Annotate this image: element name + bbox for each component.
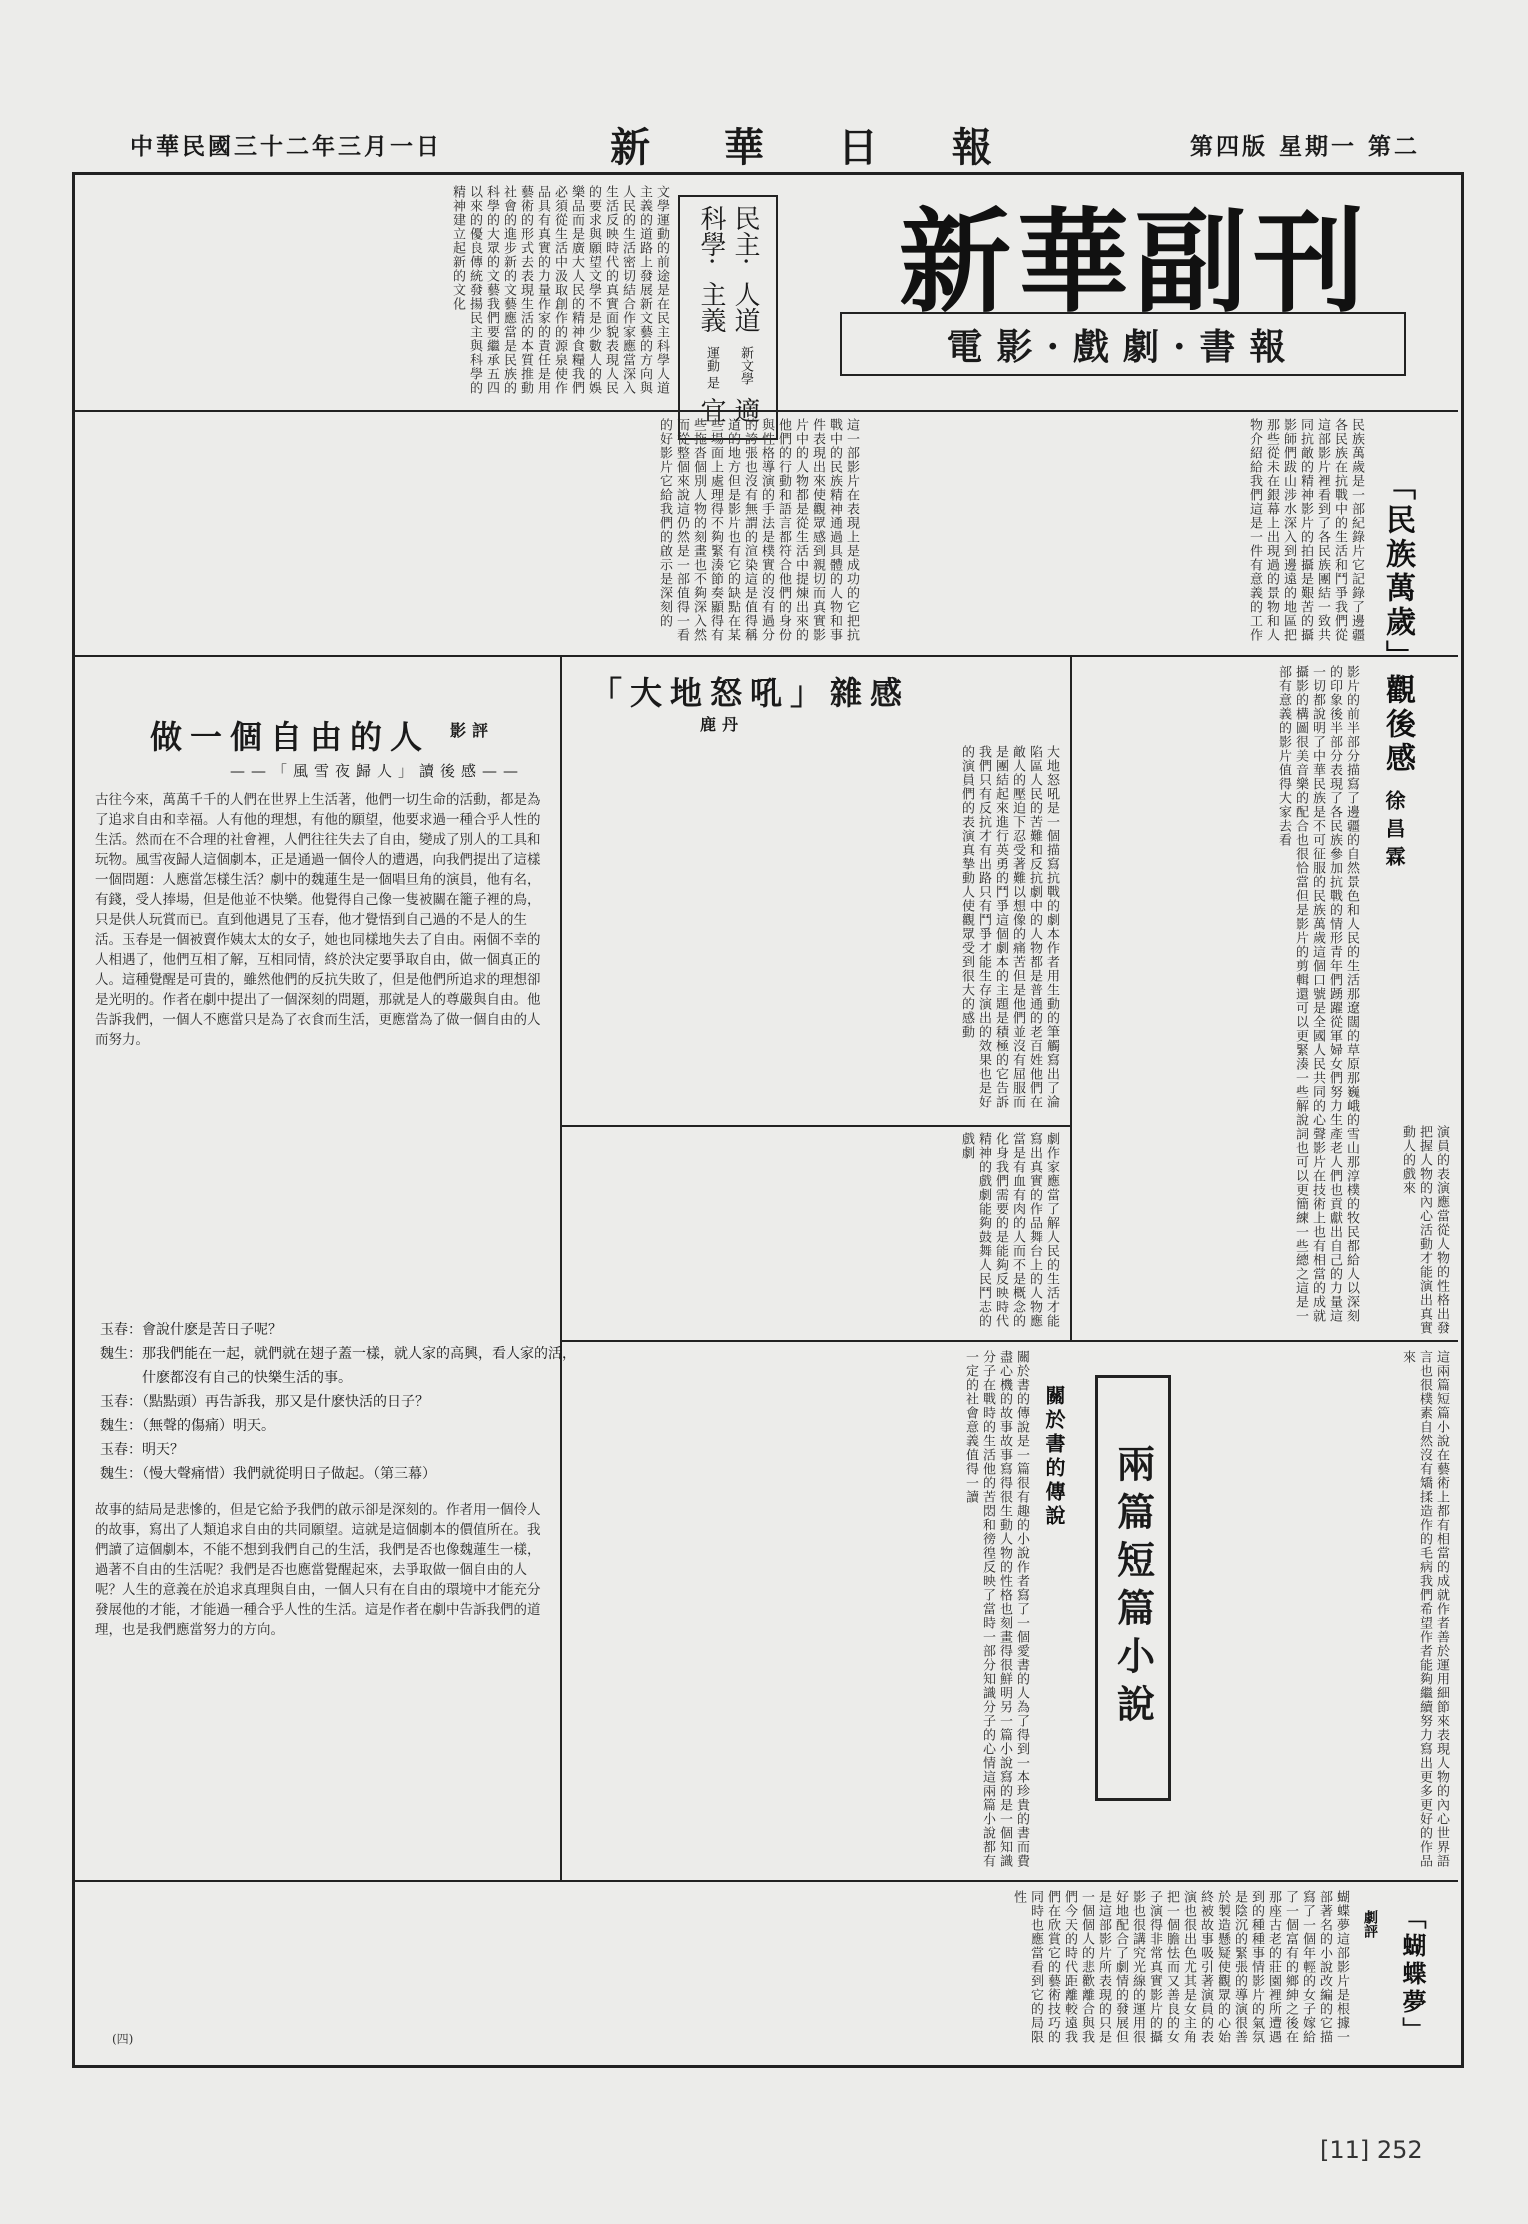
motto-line-4: 適宜 [696,397,760,424]
article-1-title: 「民族萬歲」觀後感 [1380,470,1415,776]
article-4-body-right: 這兩篇短篇小說在藝術上都有相當的成就作者善於運用細節來表現人物的內心世界語言也很樸素自然沒有矯揉造作的毛病我們希望作者能夠繼續努力寫出更多更好的作品來 [1400,1350,1449,1868]
masthead-issue: 第四版 星期一 第二 [1189,132,1420,160]
supplement-title: 新華副刊 [899,197,1371,328]
motto-line-1: 民主·科學· [696,205,760,266]
second-band-left-text: 這一部影片在表現上是成功的它把抗戰中的民族精神通過具體的人物和事件表現出來使觀眾感到親切而真實影片中的人物都是從生活中提煉出來的他們的行動和語言都符合他們的身份與性格導演的手法是樸實的沒有過分的誇張也沒有無謂的渲染這是值得稱道的地方但是影片也有它的缺點在某些場面上處理得不夠緊湊節奏顯得有些拖沓個別人物的刻畫也不夠深入然而從整個來說這仍然是一部值得一看的好影片它給我們的啟示是深刻的 [657,418,859,642]
article-4-subtitle: 關於書的傳說 [1042,1385,1066,1529]
rule-bottom-section [72,1880,1458,1882]
page-number: [11] 252 [1320,2136,1423,2164]
center-lower-text: 劇作家應當了解人民的生活才能寫出真實的作品舞台上的人物應當是有血有肉的人而不是概念的化身我們需要的是能夠反映時代精神的戲劇能夠鼓舞人民鬥志的戲劇 [959,1132,1059,1328]
dialogue-line: 什麽都沒有自己的快樂生活的事。 [100,1370,352,1386]
article-2-title: 「大地怒吼」雜感 [590,674,911,712]
article-5-label: 劇評 [1362,1910,1378,1938]
supplement-subtitle: 電影·戲劇·書報 [840,312,1406,376]
masthead-paper-name: 新 華 日 報 [610,123,1022,171]
dialogue-line: 玉春：（點點頭）再告訴我，那又是什麽快活的日子？ [100,1394,429,1410]
masthead [130,118,1420,170]
motto-line-3: 新文學運動 是 [704,345,753,389]
article-3-label: 影評 [450,721,495,740]
dialogue-line: 玉春：會說什麽是苦日子呢？ [100,1322,282,1338]
right-middle-text: 演員的表演應當從人物的性格出發把握人物的內心活動才能演出真實動人的戲來 [1400,1125,1449,1335]
rule-left-column [560,655,562,1880]
article-2-body: 大地怒吼是一個描寫抗戰的劇本作者用生動的筆觸寫出了淪陷區人民的苦難和反抗劇中的人物都是普通的老百姓他們在敵人的壓迫下忍受著難以想像的痛苦但是他們並沒有屈服而是團結起來進行英勇的鬥爭這個劇本的主題是積極的它告訴我們只有反抗才有出路只有鬥爭才能生存演出的效果也是好的演員們的表演真摯動人使觀眾受到很大的感動 [959,745,1059,1109]
masthead-date: 中華民國三十二年三月一日 [130,132,442,160]
article-1-body-top: 民族萬歲是一部紀錄片它記錄了邊疆各民族在抗戰中的生活和鬥爭我們從這部影片裡看到了各民族團結一致共同抗敵的精神影片的拍攝是艱苦的攝影師們跋山涉水深入到邊遠的地區把那些從未在銀幕上出現過的景物和人物介紹給我們這是一件有意義的工作 [1247,418,1364,642]
article-3-dialogue [100,1318,620,1486]
dialogue-line: 魏生：那我們能在一起，就們就在翅子蓋一樣，就人家的高興，看人家的活， [100,1346,576,1362]
article-3-body-upper: 古往今來，萬萬千千的人們在世界上生活著，他們一切生命的活動，都是為了追求自由和幸福。人有他的理想，有他的願望，他要求過一種合乎人性的生活。然而在不合理的社會裡，人們往往失去了自由，變成了別人的工具和玩物。風雪夜歸人這個劇本，正是通過一個伶人的遭遇，向我們提出了這樣一個問題：人應當怎樣生活？劇中的魏蓮生是一個唱旦角的演員，他有名，有錢，受人捧場，但是他並不快樂。他覺得自己像一隻被關在籠子裡的鳥，只是供人玩賞而已。直到他遇見了玉春，他才覺悟到自己過的不是人的生活。玉春是一個被賣作姨太太的女子，她也同樣地失去了自由。兩個不幸的人相遇了，他們互相了解，互相同情，終於決定要爭取自由，做一個真正的人。這種覺醒是可貴的，雖然他們的反抗失敗了，但是他們所追求的理想卻是光明的。作者在劇中提出了一個深刻的問題，那就是人的尊嚴與自由。他告訴我們，一個人不應當只是為了衣食而生活，更應當為了做一個自由的人而努力。 [95,792,541,1048]
dialogue-line: 魏生：（慢大聲痛惜）我們就從明日子做起。（第三幕） [100,1466,436,1482]
top-left-text-block: 文學運動的前途是在民主科學人道主義的道路上發展新文藝的方向與人民的生活密切結合作家應當深入生活反映時代的真實面貌表現人民的要求與願望文學不是少數人的娛樂品而是廣大人民的精神食糧我們必須從生活中汲取創作的源泉使作品具有真實的力量作家的責任是用藝術的形式去表現生活的本質推動社會的進步新的文藝應當是民族的科學的大眾的文藝我們要繼承五四以來的優良傳統發揚民主與科學的精神建立起新的文化 [450,185,669,395]
footnote-mark: (四) [112,2032,134,2046]
dialogue-line: 魏生：（無聲的傷痛）明天。 [100,1418,275,1434]
article-5-body: 蝴蝶夢這部影片是根據一部著名的小說改編的它描寫了一個年輕的女子嫁給了一個富有的鄉紳之後在那座古老的莊園裡所遭遇到的種種事情影片的氣氛是陰沉的緊張的導演很善於製造懸疑使觀眾的心始終被故事吸引著演員的表演也很出色尤其是女主角把一個膽怯而又善良的女子演得非常真實影片的攝影也很講究光線的運用很好地配合了劇情的發展但是這部影片所表現的只是一個個人的悲歡離合與我們今天的時代距離較遠我們在欣賞它的藝術技巧的同時也應當看到它的局限性 [1011,1890,1349,2044]
rule-right-column [1070,655,1072,1340]
article-4-title: 兩篇短篇小說 [1095,1375,1171,1801]
article-1-body: 影片的前半部分描寫了邊疆的自然景色和人民的生活那遼闊的草原那巍峨的雪山那淳樸的牧民都給人以深刻的印象後半部分表現了各民族參加抗戰的情形青年們踴躍從軍婦女們努力生產老人們也貢獻出自己的力量這一切都說明了中華民族是不可征服的民族萬歲這個口號是全國人民共同的心聲影片在技術上也有相當的成就攝影的構圖很美音樂的配合也很恰當但是影片的剪輯還可以更緊湊一些解說詞也可以更簡練一些總之這是一部有意義的影片值得大家去看 [1276,665,1359,1323]
rule-center-1 [560,1125,1070,1127]
rule-center-2 [560,1340,1458,1342]
article-5-title: 「蝴蝶夢」 [1398,1905,1427,2045]
article-1-author: 徐昌霖 [1382,790,1406,874]
article-3-title: 做一個自由的人 [150,718,431,756]
article-3-body-lower: 故事的結局是悲慘的，但是它給予我們的啟示卻是深刻的。作者用一個伶人的故事，寫出了人類追求自由的共同願望。這就是這個劇本的價值所在。我們讀了這個劇本，不能不想到我們自己的生活，我們是否也像魏蓮生一樣，過著不自由的生活呢？我們是否也應當覺醒起來，去爭取做一個自由的人呢？人生的意義在於追求真理與自由，一個人只有在自由的環境中才能充分發展他的才能，才能過一種合乎人性的生活。這是作者在劇中告訴我們的道理，也是我們應當努力的方向。 [95,1502,541,1638]
motto-line-2: 人道主義 [696,280,760,333]
rule-mid-section [72,655,1458,657]
article-2-author: 鹿丹 [700,715,745,734]
article-4-body-left: 關於書的傳說是一篇很有趣的小說作者寫了一個愛書的人為了得到一本珍貴的書而費盡心機的故事故事寫得很生動人物的性格也刻畫得很鮮明另一篇小說寫的是一個知識分子在戰時的生活他的苦悶和徬徨反映了當時一部分知識分子的心情這兩篇小說都有一定的社會意義值得一讀 [963,1350,1029,1868]
motto-box [678,195,778,440]
article-3-subtitle: ——「風雪夜歸人」讀後感—— [230,762,525,780]
dialogue-line: 玉春：明天？ [100,1442,184,1458]
